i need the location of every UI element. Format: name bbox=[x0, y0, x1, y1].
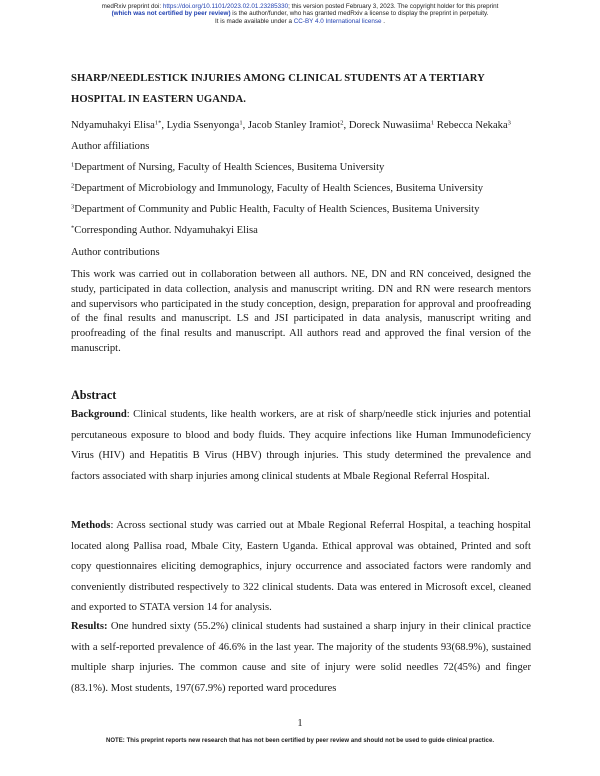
methods-label: Methods bbox=[71, 520, 111, 531]
affiliation-item: $^1$Department of Nursing, Faculty of Health Sciences, Busitema University bbox=[71, 161, 385, 173]
abstract-results: Results: One hundred sixty (55.2%) clinical students had sustained a sharp injury in their clinical practice with a self-reported prevalence of 46.6% in the last year. The majority of the students 93(68.9%), sustained multiple sharp injuries. The common cause and site of injury were solid needles 72(45%) and finger (83.1%). Most students, 197(67.9%) reported ward procedures bbox=[71, 621, 531, 694]
header-license-grant: is the author/funder, who has granted medRxiv a license to display the preprint in perpetuity. bbox=[230, 10, 489, 18]
affiliation-item: $^3$Department of Community and Public Health, Faculty of Health Sciences, Busitema University bbox=[71, 203, 480, 215]
author-name: Jacob Stanley Iramiot bbox=[247, 120, 341, 131]
paper-title: SHARP/NEEDLESTICK INJURIES AMONG CLINICAL STUDENTS AT A TERTIARY HOSPITAL IN EASTERN UGANDA. bbox=[71, 73, 485, 105]
corresponding-author: *Corresponding Author. Ndyamuhakyi Elisa bbox=[71, 224, 258, 236]
abstract-heading: Abstract bbox=[71, 388, 117, 402]
author-list: Ndyamuhakyi Elisa$^{1*}$, Lydia Ssenyonga$^1$, Jacob Stanley Iramiot$^2$, Doreck Nuwasiima$^1$ Rebecca Nekaka$^3$ bbox=[71, 119, 511, 131]
author-name: Rebecca Nekaka bbox=[436, 120, 508, 131]
author-affiliation-mark: 1 bbox=[430, 119, 435, 127]
doi-link[interactable]: https://doi.org/10.1101/2023.02.01.23285330 bbox=[162, 3, 289, 10]
license-link[interactable]: CC-BY 4.0 International license bbox=[293, 17, 382, 25]
author-affiliation-mark: 2 bbox=[340, 119, 344, 127]
author-affiliation-mark: 1* bbox=[154, 119, 162, 127]
contributions-text: This work was carried out in collaboration between all authors. NE, DN and RN conceived, designed the study, participated in data collection, analysis and manuscript writing. DN and RN were research mentors and supervisors who participated in the study conception, design, preparation for approval and proofreading of the final results and manuscript. LS and JSI participated in data analysis, manuscript writing and proofreading of the final results and manuscript. All authors read and approved the final version of the manuscript. bbox=[71, 269, 531, 354]
author-name: Doreck Nuwasiima bbox=[348, 120, 431, 131]
author-name: Lydia Ssenyonga bbox=[166, 120, 240, 131]
abstract-methods: Methods: Across sectional study was carried out at Mbale Regional Referral Hospital, a teaching hospital located along Pallisa road, Mbale City, Eastern Uganda. Ethical approval was obtained, Printed and soft copy questionnaires eliciting demographics, injury occurrence and associated factors were randomly and conveniently distributed respectively to 322 clinical students. Data was entered in Microsoft excel, cleaned and exported to STATA version 14 for analysis. bbox=[71, 520, 531, 614]
affiliation-item: $^2$Department of Microbiology and Immunology, Faculty of Health Sciences, Busitema University bbox=[71, 182, 484, 194]
header-license-suffix: . bbox=[381, 17, 385, 25]
preprint-header bbox=[0, 3, 600, 25]
header-version-text: ; this version posted February 3, 2023. The copyright holder for this preprint bbox=[288, 3, 499, 10]
author-affiliation-mark: 1 bbox=[239, 119, 243, 127]
page-number: 1 bbox=[297, 718, 303, 729]
header-license-prefix: It is made available under a bbox=[214, 17, 294, 25]
author-name: Ndyamuhakyi Elisa bbox=[71, 120, 155, 131]
background-label: Background bbox=[71, 409, 127, 420]
results-label: Results: bbox=[71, 621, 108, 632]
contributions-heading: Author contributions bbox=[71, 247, 160, 258]
header-peer-review-note: (which was not certified by peer review) bbox=[111, 10, 231, 18]
header-doi-prefix: medRxiv preprint doi: bbox=[101, 3, 163, 10]
abstract-background: Background: Clinical students, like health workers, are at risk of sharp/needle stick injuries and potential percutaneous exposure to blood and body fluids. They acquire infections like Human Immunodeficiency Virus (HIV) and Hepatitis B Virus (HBV) through injuries. This study determined the prevalence and factors associated with sharp injuries among clinical students at Mbale Regional Referral Hospital. bbox=[71, 409, 531, 482]
author-affiliation-mark: 3 bbox=[507, 119, 511, 127]
preprint-footer-note: NOTE: This preprint reports new research that has not been certified by peer review and should not be used to guide clinical practice. bbox=[105, 738, 495, 744]
affiliations-heading: Author affiliations bbox=[71, 141, 150, 152]
